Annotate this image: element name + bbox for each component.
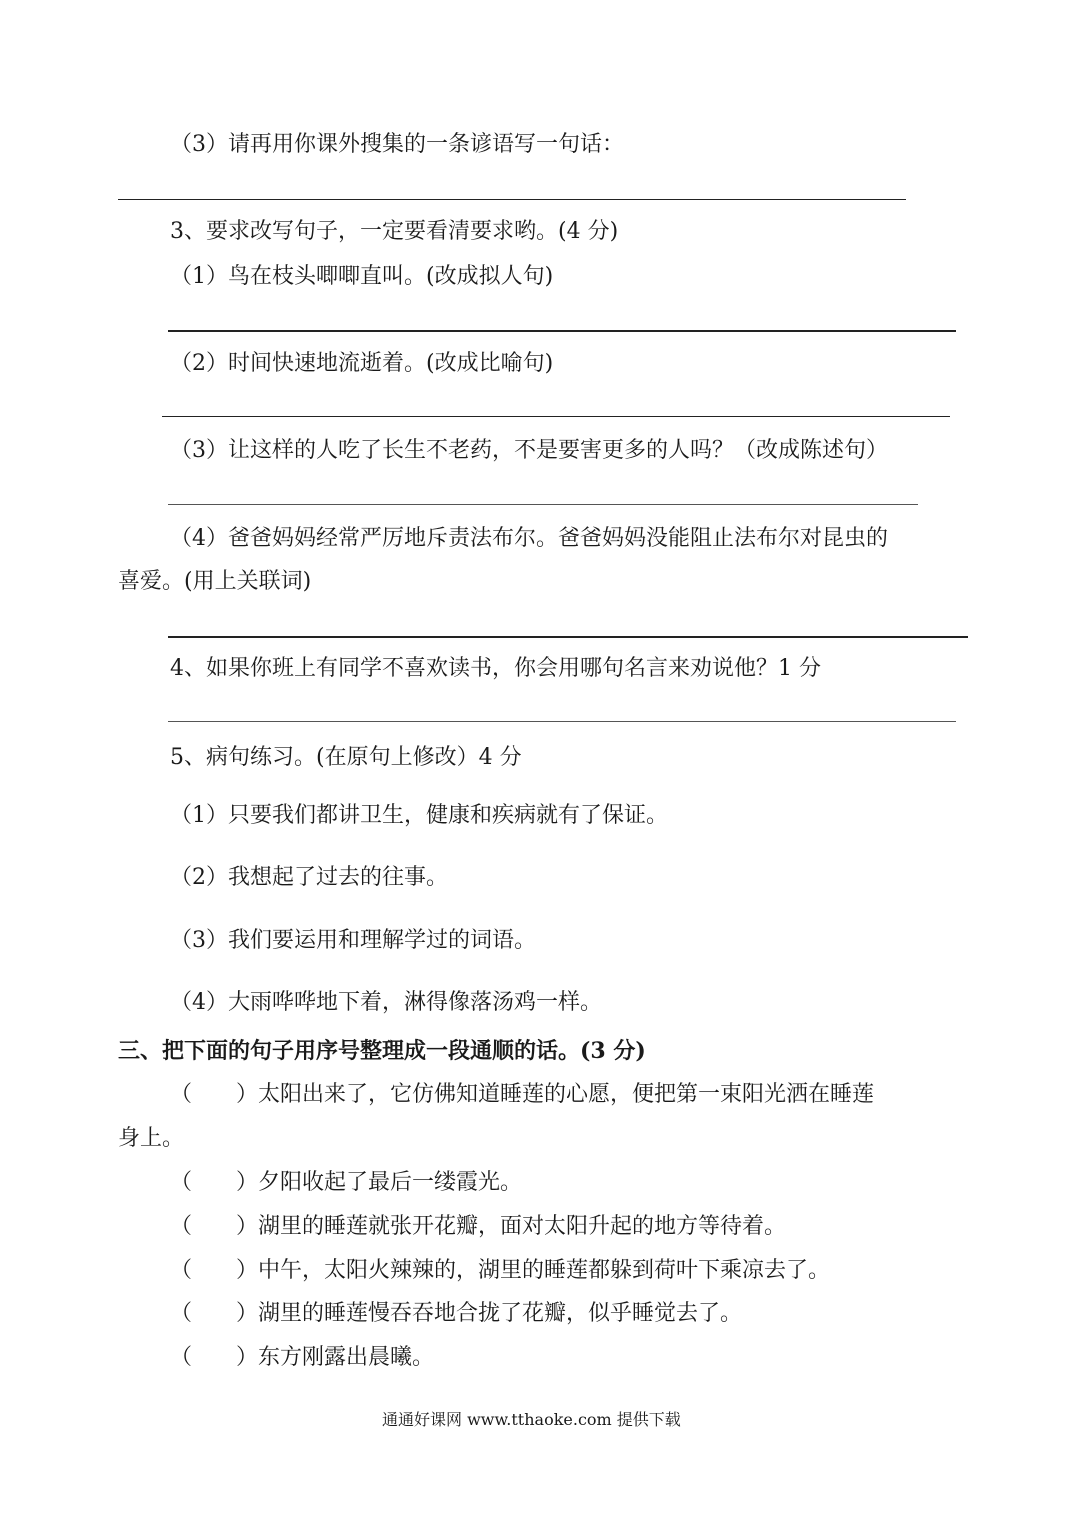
question-5-title: 5、病句练习。(在原句上修改）4 分 (170, 745, 522, 770)
ordering-item-3: （ ）湖里的睡莲就张开花瓣，面对太阳升起的地方等待着。 (170, 1214, 787, 1239)
ordering-item-2: （ ）夕阳收起了最后一缕霞光。 (170, 1170, 523, 1195)
question-3-item-2: （2）时间快速地流逝着。(改成比喻句) (170, 351, 554, 376)
question-5-item-2: （2）我想起了过去的往事。 (170, 865, 448, 890)
question-3-item-4-cont: 喜爱。(用上关联词) (118, 569, 312, 594)
question-3-item-1: （1）鸟在枝头唧唧直叫。(改成拟人句) (170, 264, 554, 289)
ordering-item-1: （ ）太阳出来了，它仿佛知道睡莲的心愿，便把第一束阳光洒在睡莲 (170, 1082, 875, 1107)
answer-line (162, 416, 950, 417)
ordering-item-1-cont: 身上。 (118, 1126, 185, 1151)
answer-line (168, 721, 956, 722)
question-5-item-3: （3）我们要运用和理解学过的词语。 (170, 928, 536, 953)
section-3-title: 三、把下面的句子用序号整理成一段通顺的话。(3 分) (118, 1038, 646, 1064)
question-3-item-3: （3）让这样的人吃了长生不老药，不是要害更多的人吗？（改成陈述句） (170, 438, 888, 463)
question-3-title: 3、要求改写句子，一定要看清要求哟。(4 分) (170, 219, 619, 244)
question-3-item-4: （4）爸爸妈妈经常严厉地斥责法布尔。爸爸妈妈没能阻止法布尔对昆虫的 (170, 526, 888, 551)
answer-line (118, 199, 906, 200)
question-5-item-1: （1）只要我们都讲卫生，健康和疾病就有了保证。 (170, 803, 668, 828)
answer-line (168, 330, 956, 332)
ordering-item-5: （ ）湖里的睡莲慢吞吞地合拢了花瓣，似乎睡觉去了。 (170, 1301, 743, 1326)
ordering-item-6: （ ）东方刚露出晨曦。 (170, 1345, 435, 1370)
answer-line (168, 504, 918, 505)
footer-credit: 通通好课网 www.tthaoke.com 提供下载 (382, 1410, 681, 1429)
question-2-item-3: （3）请再用你课外搜集的一条谚语写一句话： (170, 132, 624, 157)
ordering-item-4: （ ）中午，太阳火辣辣的，湖里的睡莲都躲到荷叶下乘凉去了。 (170, 1258, 831, 1283)
question-4: 4、如果你班上有同学不喜欢读书，你会用哪句名言来劝说他？1 分 (170, 656, 821, 681)
question-5-item-4: （4）大雨哗哗地下着，淋得像落汤鸡一样。 (170, 990, 602, 1015)
answer-line (168, 636, 968, 638)
